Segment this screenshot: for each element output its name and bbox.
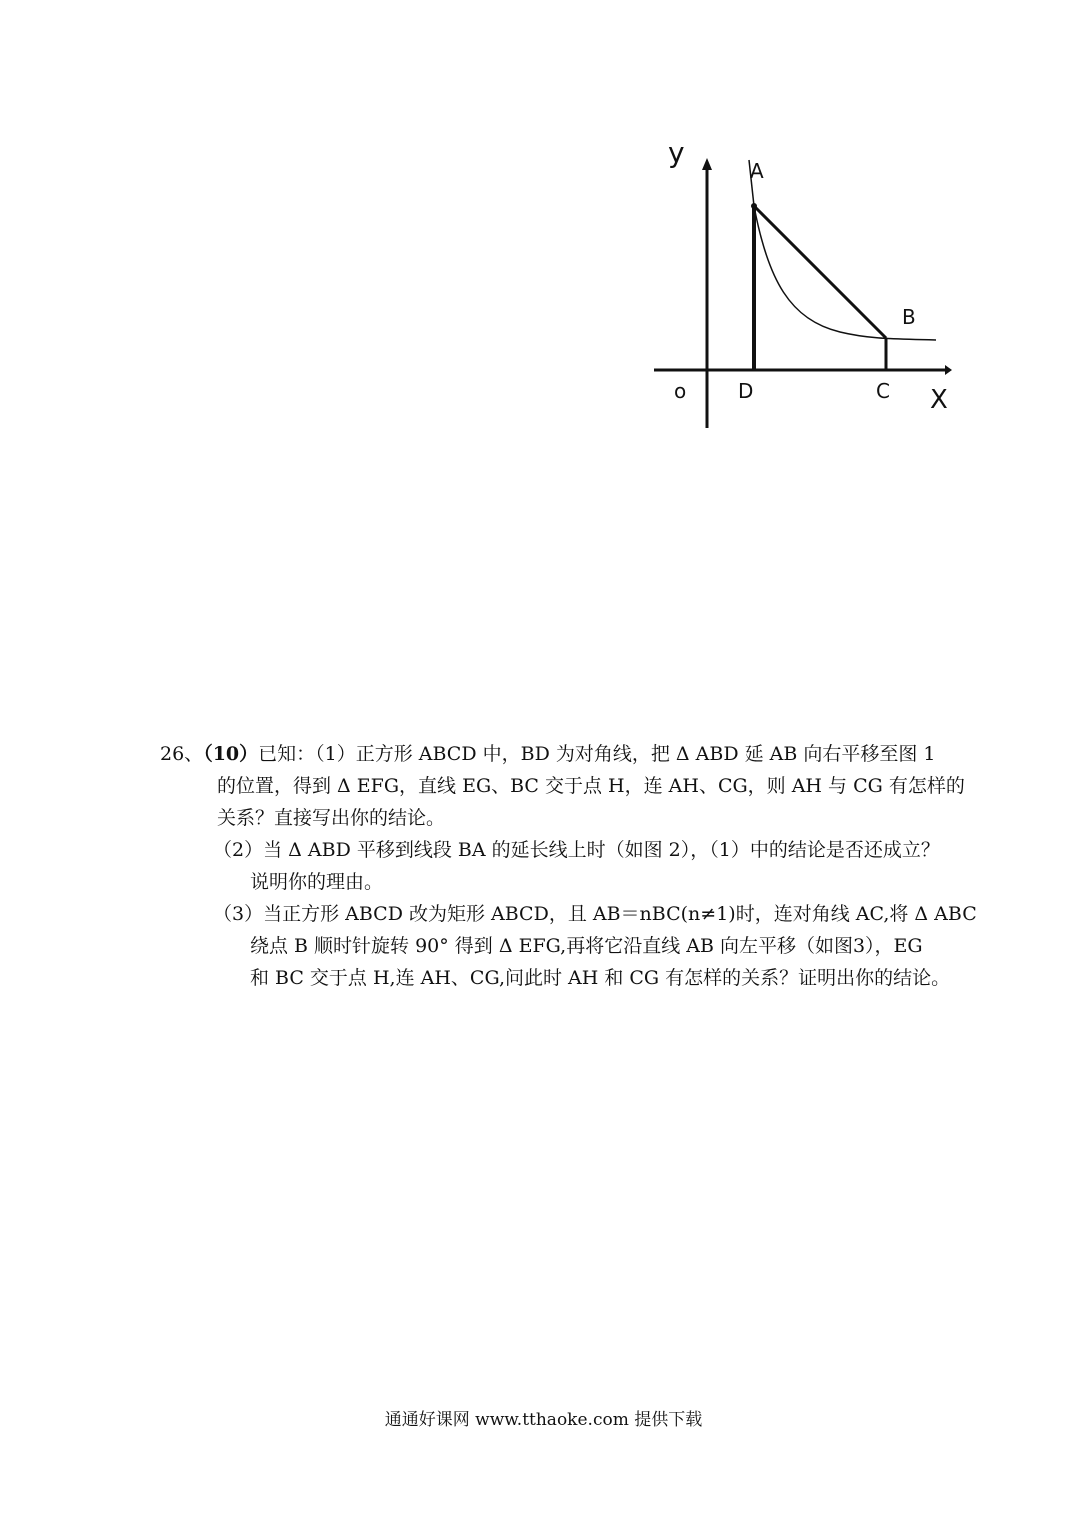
point-d-label: D [738, 379, 754, 403]
origin-label: o [674, 379, 687, 403]
point-a-marker [751, 203, 757, 209]
page-footer: 通通好课网 www.tthaoke.com 提供下载 [384, 1410, 703, 1430]
problem-line-1 [160, 738, 980, 770]
problem-intro: 已知：（1）正方形 ABCD 中，BD 为对角线，把 Δ ABD 延 AB 向右平移至图 1 [258, 743, 936, 765]
problem-26 [160, 738, 980, 994]
y-axis-arrow [702, 158, 712, 170]
coordinate-figure [640, 130, 960, 440]
segment-ab [754, 206, 886, 338]
x-axis-label: X [930, 385, 948, 415]
problem-line-2: 的位置，得到 Δ EFG，直线 EG、BC 交于点 H，连 AH、CG，则 AH 与 CG 有怎样的 [217, 775, 965, 797]
problem-part-3-cont-2: 和 BC 交于点 H,连 AH、CG,问此时 AH 和 CG 有怎样的关系？证明出你的结论。 [250, 967, 951, 989]
problem-number: 26、 [160, 743, 204, 765]
point-b-label: B [902, 305, 916, 329]
y-axis-label: y [668, 136, 685, 169]
problem-part-3: （3）当正方形 ABCD 改为矩形 ABCD，且 AB＝nBC(n≠1)时，连对角线 AC,将 Δ ABC [213, 903, 977, 925]
point-c-label: C [876, 379, 890, 403]
problem-score: （10） [203, 743, 259, 765]
problem-part-2-cont: 说明你的理由。 [250, 871, 384, 893]
problem-part-2: （2）当 Δ ABD 平移到线段 BA 的延长线上时（如图 2），（1）中的结论是否还成立？ [213, 839, 940, 861]
problem-line-3: 关系？直接写出你的结论。 [217, 807, 446, 829]
figure-svg [640, 130, 960, 440]
point-a-label: A [750, 159, 764, 183]
problem-part-3-cont-1: 绕点 B 顺时针旋转 90° 得到 Δ EFG,再将它沿直线 AB 向左平移（如图3），EG [250, 935, 923, 957]
x-axis-arrow [945, 365, 952, 375]
